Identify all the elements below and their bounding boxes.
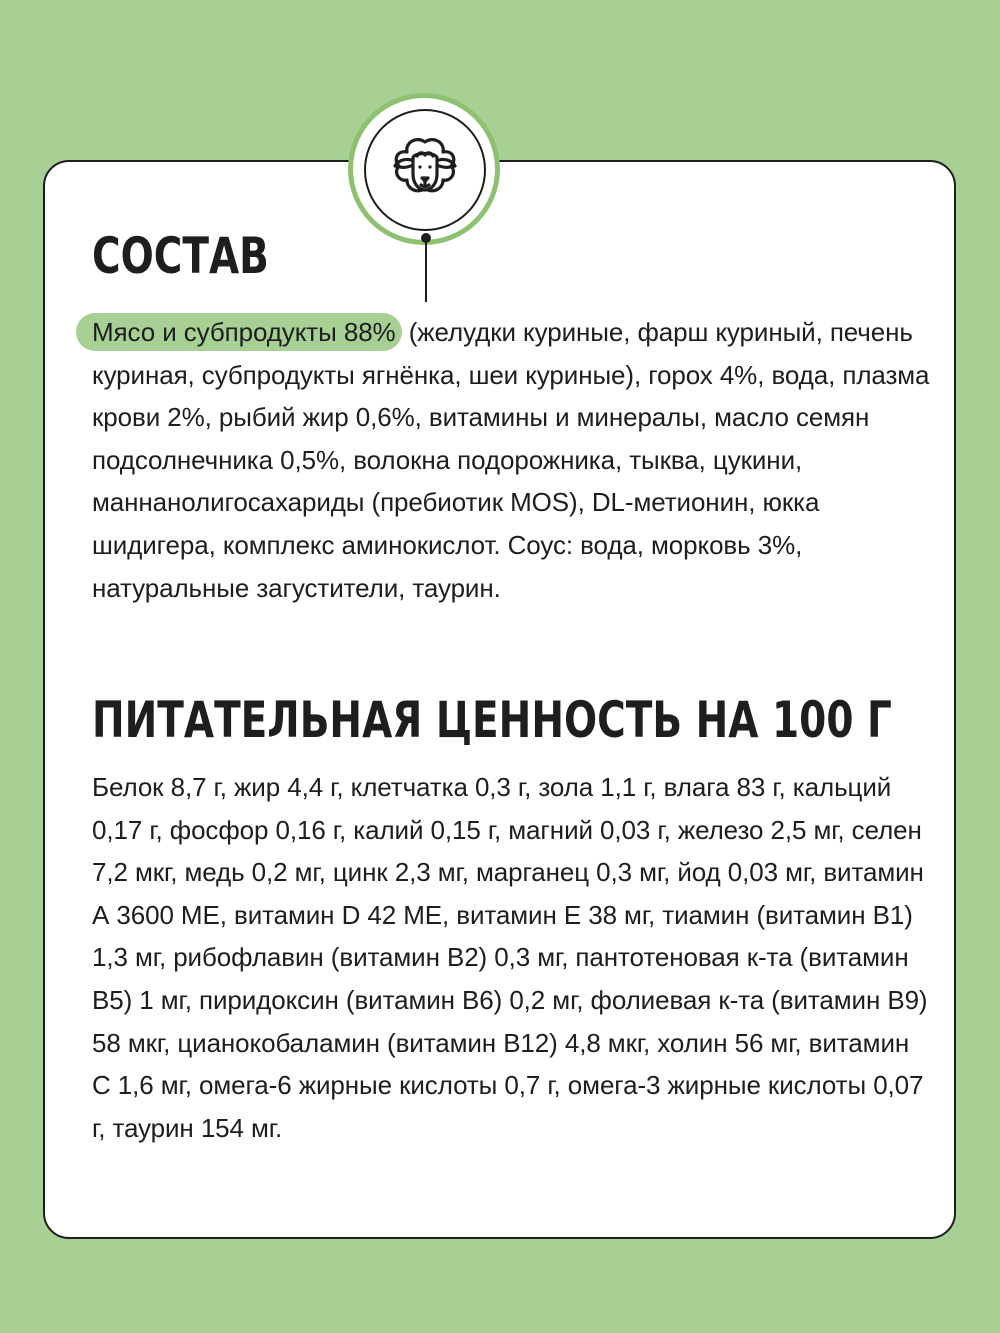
connector-line	[425, 240, 427, 302]
composition-title: СОСТАВ	[92, 227, 269, 285]
nutrition-text: Белок 8,7 г, жир 4,4 г, клетчатка 0,3 г, зола 1,1 г, влага 83 г, кальций 0,17 г, фосфор 0,16 г, калий 0,15 г, магний 0,03 г, железо 2,5 мг, селен 7,2 мкг, медь 0,2 мг, цинк 2,3 мг, марганец 0,3 мг, йод 0,03 мг, витамин А 3600 МЕ, витамин D 42 МЕ, витамин Е 38 мг, тиамин (витамин В1) 1,3 мг, рибофлавин (витамин В2) 0,3 мг, пантотеновая к-та (витамин В5) 1 мг, пиридоксин (витамин В6) 0,2 мг, фолиевая к-та (витамин В9) 58 мкг, цианокобаламин (витамин В12) 4,8 мкг, холин 56 мг, витамин С 1,6 мг, омега-6 жирные кислоты 0,7 г, омега-3 жирные кислоты 0,07 г, таурин 154 мг.	[92, 772, 928, 1143]
meat-highlight: Мясо и субпродукты 88%	[76, 313, 402, 351]
sheep-icon	[383, 122, 467, 206]
ingredients-text	[92, 311, 932, 609]
nutrition-title: ПИТАТЕЛЬНАЯ ЦЕННОСТЬ НА 100 Г	[92, 691, 892, 749]
ingredients-list: (желудки куриные, фарш куриный, печень куриная, субпродукты ягнёнка, шеи куриные), горох 4%, вода, плазма крови 2%, рыбий жир 0,6%, витамины и минералы, масло семян подсолнечника 0,5%, волокна подорожника, тыква, цукини, маннанолигосахариды (пребиотик MOS), DL-метионин, юкка шидигера, комплекс аминокислот. Соус: вода, морковь 3%, натуральные загустители, таурин.	[92, 317, 930, 603]
